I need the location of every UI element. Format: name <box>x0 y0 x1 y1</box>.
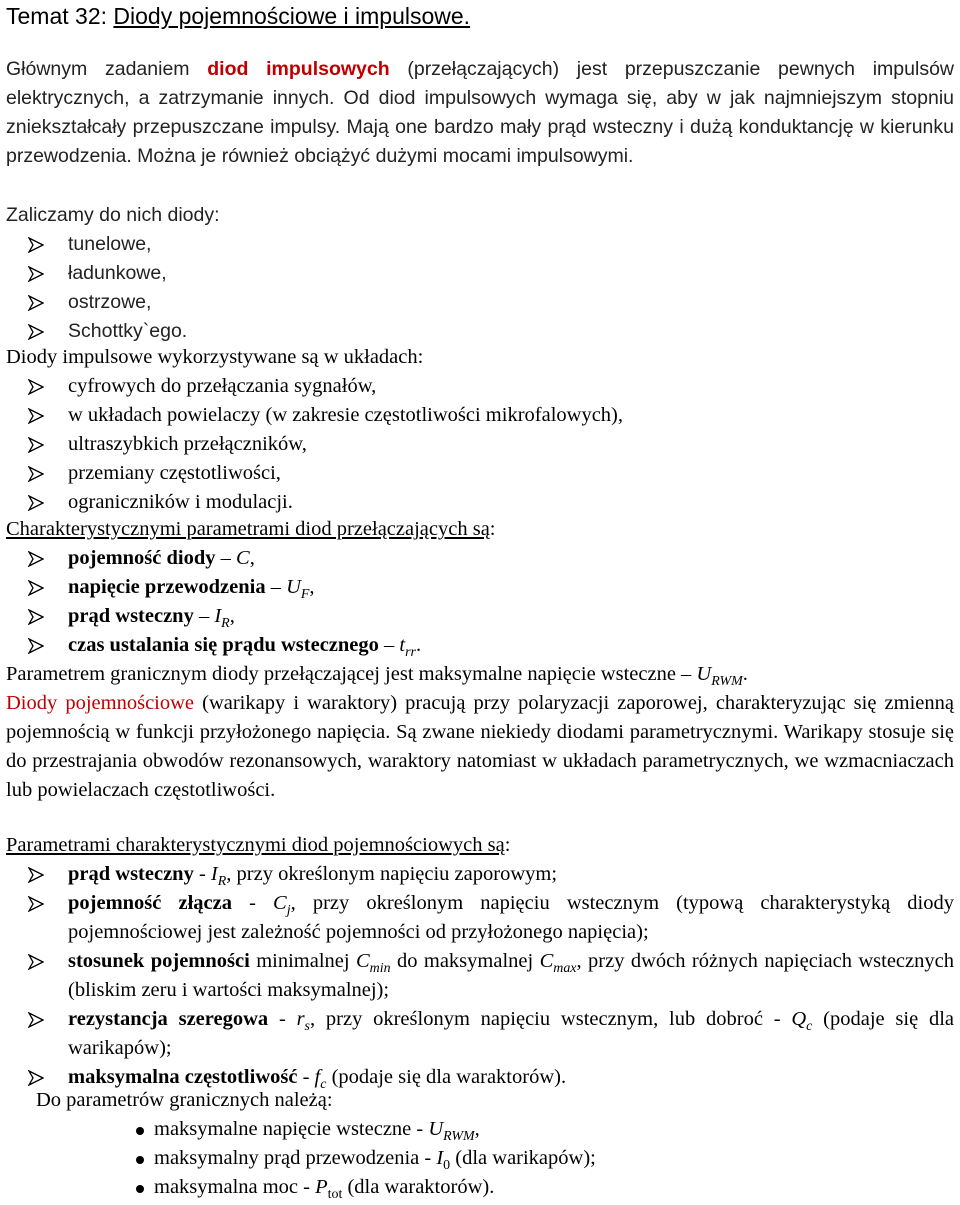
param-subscript-2: max <box>553 961 577 977</box>
param-subscript: rr <box>405 645 416 661</box>
param-symbol-2: C <box>539 950 554 972</box>
limit-param-line <box>6 660 954 689</box>
param-post: do maksymalnej <box>390 950 540 972</box>
param-symbol: C <box>273 892 287 914</box>
list-item <box>6 401 954 430</box>
diode-types-heading: Zaliczamy do nich diody: <box>6 204 220 226</box>
param-symbol: t <box>399 634 406 656</box>
list-item <box>6 372 954 401</box>
list-item <box>6 1115 954 1144</box>
param-pre: - <box>268 1008 297 1030</box>
list-item <box>6 230 220 259</box>
arrow-bullet-icon <box>28 609 44 625</box>
heading-colon: : <box>504 834 511 856</box>
limit-subscript: 0 <box>443 1158 451 1174</box>
switching-params-list <box>6 544 954 660</box>
param-post-2: , przy dwóch różnych napięciach wstecznych (bliskim zeru i wartości maksymalnej); <box>68 950 954 1001</box>
arrow-bullet-icon <box>28 867 44 883</box>
limit-subscript: tot <box>327 1187 343 1203</box>
list-item-text: Schottky`ego. <box>68 320 188 342</box>
param-symbol: f <box>314 1066 321 1088</box>
param-name: napięcie przewodzenia <box>68 576 266 598</box>
param-subscript: c <box>320 1077 327 1093</box>
capacitive-text: (warikapy i waraktory) pracują przy polaryzacji zaporowej, charakteryzując się zmienną pojemnością w funkcji przyłożonego napięcia. Są zwane niekiedy diodami parametrycznymi. Warikapy stosuje się do przestrajania obwodów rezonansowych, waraktory natomiast w układach parametrycznych, we wzmacniaczach lub powielaczach częstotliwości. <box>6 692 954 801</box>
intro-paragraph <box>6 55 954 171</box>
limits-section <box>6 1086 954 1202</box>
list-item <box>6 544 954 573</box>
param-end: , <box>229 605 235 627</box>
capacitive-params-heading <box>6 831 954 860</box>
bullet-dot-icon <box>136 1156 144 1164</box>
param-name: stosunek pojemności <box>68 950 250 972</box>
limits-heading: Do parametrów granicznych należą: <box>36 1089 333 1111</box>
param-symbol: I <box>210 863 218 885</box>
list-item <box>6 317 220 346</box>
param-end: . <box>415 634 422 656</box>
capacitive-params-list <box>6 860 954 1092</box>
intro-text-2: (przełączających) jest przepuszczanie pewnych impulsów elektrycznych, a zatrzymanie innych. Od diod impulsowych wymaga się, aby w jak najmniejszym stopniu zniekształcały przepuszczane impulsy. Mają one bardzo mały prąd wsteczny i dużą konduktancję w kierunku przewodzenia. Można je również obciążyć dużymi mocami impulsowymi. <box>6 58 954 167</box>
arrow-bullet-icon <box>28 1012 44 1028</box>
arrow-bullet-icon <box>28 266 44 282</box>
list-item <box>6 573 954 602</box>
heading-text: Charakterystycznymi parametrami diod przełączających są <box>6 518 490 540</box>
list-item <box>6 288 220 317</box>
limit-symbol: I <box>436 1147 444 1169</box>
applications-section <box>6 343 954 517</box>
limit-end: (dla waraktorów). <box>342 1176 495 1198</box>
capacitive-paragraph <box>6 689 954 805</box>
heading-colon: : <box>489 518 496 540</box>
param-name: maksymalna częstotliwość <box>68 1066 298 1088</box>
param-name: pojemność diody <box>68 547 216 569</box>
param-dash: – <box>215 547 237 569</box>
limit-text: maksymalny prąd przewodzenia - <box>154 1147 437 1169</box>
limit-text: maksymalne napięcie wsteczne - <box>154 1118 429 1140</box>
limit-text: maksymalna moc - <box>154 1176 316 1198</box>
param-subscript-2: c <box>806 1019 813 1035</box>
capacitive-params-section <box>6 831 954 1092</box>
applications-list <box>6 372 954 517</box>
param-subscript: j <box>286 903 291 919</box>
param-symbol: U <box>286 576 301 598</box>
limit-symbol: U <box>428 1118 444 1140</box>
param-post-2: (podaje się dla warikapów); <box>68 1008 955 1059</box>
limit-end: (dla warikapów); <box>450 1147 596 1169</box>
limit-param-end: . <box>742 663 748 685</box>
param-dash: – <box>378 634 400 656</box>
param-subscript: F <box>300 587 310 603</box>
list-item <box>6 1144 954 1173</box>
list-item-text: ultraszybkich przełączników, <box>68 433 307 455</box>
arrow-bullet-icon <box>28 495 44 511</box>
param-symbol-2: Q <box>791 1008 807 1030</box>
list-item-text: cyfrowych do przełączania sygnałów, <box>68 375 377 397</box>
list-item <box>6 947 954 1005</box>
limit-param-subscript: RWM <box>711 674 743 690</box>
param-post: , przy określonym napięciu wstecznym (typową charakterystyką diody pojemnościowej jest zależność pojemności od przyłożonego napięcia); <box>68 892 954 943</box>
capacitive-highlight: Diody pojemnościowe <box>6 692 195 714</box>
arrow-bullet-icon <box>28 324 44 340</box>
arrow-bullet-icon <box>28 408 44 424</box>
param-subscript: R <box>221 616 230 632</box>
arrow-bullet-icon <box>28 237 44 253</box>
switching-params-section <box>6 515 954 660</box>
arrow-bullet-icon <box>28 437 44 453</box>
arrow-bullet-icon <box>28 466 44 482</box>
list-item-text: przemiany częstotliwości, <box>68 462 281 484</box>
arrow-bullet-icon <box>28 954 44 970</box>
bullet-dot-icon <box>136 1127 144 1135</box>
applications-heading: Diody impulsowe wykorzystywane są w układach: <box>6 346 424 368</box>
param-dash: – <box>265 576 287 598</box>
param-subscript: s <box>304 1019 310 1035</box>
param-pre: - <box>231 892 274 914</box>
param-pre: - <box>297 1066 315 1088</box>
param-name: czas ustalania się prądu wstecznego <box>68 634 379 656</box>
title-main: Diody pojemnościowe i impulsowe. <box>113 3 471 29</box>
switching-params-heading <box>6 515 954 544</box>
arrow-bullet-icon <box>28 896 44 912</box>
param-name: pojemność złącza <box>68 892 232 914</box>
arrow-bullet-icon <box>28 295 44 311</box>
intro-text-1: Głównym zadaniem <box>6 58 208 80</box>
limit-end: , <box>474 1118 480 1140</box>
list-item <box>6 1173 954 1202</box>
limit-param-text: Parametrem granicznym diody przełączającej jest maksymalne napięcie wsteczne – <box>6 663 697 685</box>
list-item <box>6 860 954 889</box>
param-subscript: R <box>217 874 227 890</box>
arrow-bullet-icon <box>28 379 44 395</box>
list-item-text: ograniczników i modulacji. <box>68 491 293 513</box>
param-post: , przy określonym napięciu zaporowym; <box>226 863 558 885</box>
param-dash: – <box>193 605 215 627</box>
param-symbol: C <box>355 950 370 972</box>
list-item <box>6 259 220 288</box>
param-symbol: I <box>214 605 222 627</box>
param-name: rezystancja szeregowa <box>68 1008 269 1030</box>
diode-types-section <box>6 201 220 346</box>
list-item <box>6 488 954 517</box>
param-pre: minimalnej <box>249 950 356 972</box>
arrow-bullet-icon <box>28 1070 44 1086</box>
param-end: , <box>309 576 315 598</box>
list-item <box>6 459 954 488</box>
list-item-text: w układach powielaczy (w zakresie częstotliwości mikrofalowych), <box>68 404 623 426</box>
param-symbol: C <box>236 547 250 569</box>
limit-param-symbol: U <box>696 663 712 685</box>
page-title <box>6 2 470 30</box>
param-name: prąd wsteczny <box>68 863 194 885</box>
param-pre: - <box>193 863 211 885</box>
limit-subscript: RWM <box>443 1129 475 1145</box>
param-subscript: min <box>369 961 391 977</box>
param-symbol: r <box>296 1008 305 1030</box>
arrow-bullet-icon <box>28 638 44 654</box>
param-post: , przy określonym napięciu wstecznym, lub dobroć - <box>309 1008 792 1030</box>
list-item <box>6 430 954 459</box>
arrow-bullet-icon <box>28 580 44 596</box>
list-item-text: ładunkowe, <box>68 262 167 284</box>
arrow-bullet-icon <box>28 551 44 567</box>
intro-highlight: diod impulsowych <box>207 58 390 80</box>
title-prefix: Temat 32: <box>6 3 114 29</box>
diode-types-list <box>6 230 220 346</box>
param-post: (podaje się dla waraktorów). <box>326 1066 567 1088</box>
bullet-dot-icon <box>136 1185 144 1193</box>
limit-symbol: P <box>315 1176 328 1198</box>
heading-text: Parametrami charakterystycznymi diod pojemnościowych są <box>6 834 505 856</box>
list-item <box>6 1005 954 1063</box>
limits-list <box>6 1115 954 1202</box>
param-end: , <box>249 547 255 569</box>
list-item <box>6 631 954 660</box>
list-item-text: ostrzowe, <box>68 291 152 313</box>
list-item <box>6 889 954 947</box>
list-item-text: tunelowe, <box>68 233 152 255</box>
param-name: prąd wsteczny <box>68 605 194 627</box>
list-item <box>6 602 954 631</box>
